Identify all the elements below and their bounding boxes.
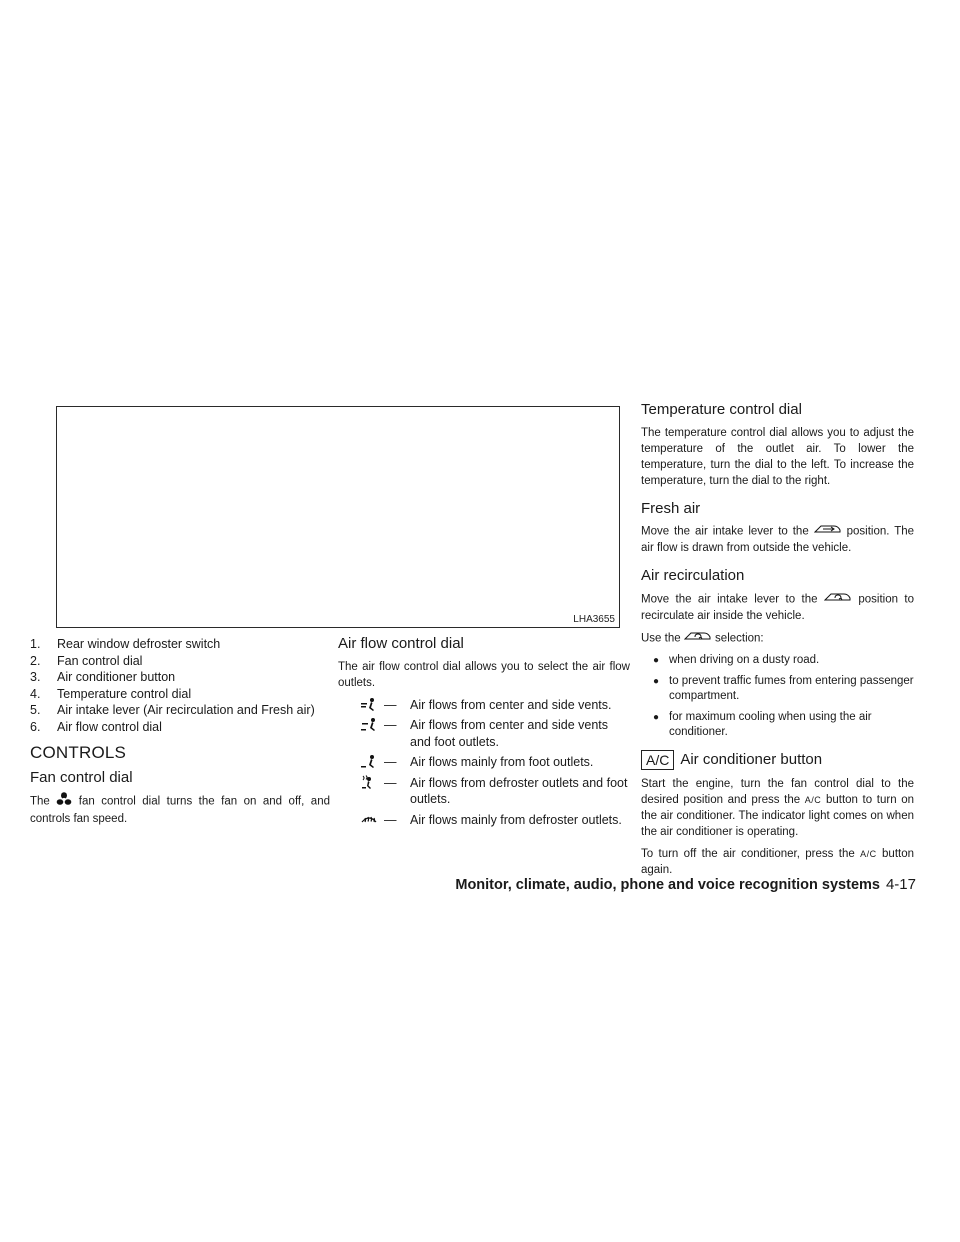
ac-button-icon: A/C xyxy=(641,750,674,771)
legend-item: 5. Air intake lever (Air recirculation and Fresh air) xyxy=(30,703,315,717)
defrost-foot-icon xyxy=(360,775,376,796)
recirculation-text: Move the air intake lever to the position to recirculate air inside the vehicle. xyxy=(641,591,914,624)
fan-dial-text: The fan control dial turns the fan on and off, and controls fan speed. xyxy=(30,792,330,827)
bi-level-vent-icon xyxy=(360,717,378,738)
ac-label-icon: A/C xyxy=(860,849,877,860)
column-middle xyxy=(338,636,630,832)
fresh-air-icon xyxy=(814,523,842,540)
fan-icon xyxy=(56,792,72,811)
recirculation-heading: Air recirculation xyxy=(641,567,745,584)
legend-item: 6. Air flow control dial xyxy=(30,719,162,734)
list-item: ● when driving on a dusty road. xyxy=(653,653,820,666)
controls-heading: CONTROLS xyxy=(30,743,127,762)
defrost-icon xyxy=(360,812,378,831)
fresh-air-heading: Fresh air xyxy=(641,499,701,517)
figure-frame xyxy=(56,406,620,628)
figure-legend xyxy=(30,636,330,735)
legend-item: 4. Temperature control dial xyxy=(30,686,192,701)
airflow-item: — Air flows mainly from defroster outlets. xyxy=(338,812,630,829)
page-footer xyxy=(455,876,916,893)
airflow-heading: Air flow control dial xyxy=(338,635,464,652)
figure-code: LHA3655 xyxy=(573,614,615,625)
airflow-intro: The air flow control dial allows you to select the air flow outlets. xyxy=(338,660,630,689)
column-right xyxy=(641,402,914,884)
recirculation-icon xyxy=(824,591,852,608)
airflow-item: — Air flows from center and side vents. xyxy=(338,697,630,714)
ac-text-2: To turn off the air conditioner, press the A/C button again. xyxy=(641,848,915,877)
temperature-heading: Temperature control dial xyxy=(641,401,802,418)
legend-item: 1. Rear window defroster switch xyxy=(30,637,221,651)
ac-heading: A/C Air conditioner button xyxy=(641,750,914,771)
fresh-air-text: Move the air intake lever to the position. The air flow is drawn from outside the vehicle. xyxy=(641,523,914,556)
recirculation-bullets xyxy=(641,653,914,740)
list-item: ● to prevent traffic fumes from entering passenger compartment. xyxy=(653,674,914,702)
column-left xyxy=(30,636,330,833)
airflow-item: — Air flows mainly from foot outlets. xyxy=(338,754,630,771)
airflow-item: — Air flows from defroster outlets and foot outlets. xyxy=(338,775,630,808)
fan-dial-heading: Fan control dial xyxy=(30,768,133,786)
list-item: ● for maximum cooling when using the air conditioner. xyxy=(653,710,872,738)
legend-item: 3. Air conditioner button xyxy=(30,670,176,684)
ac-text-1: Start the engine, turn the fan control dial to the desired position and press the A/C button to turn on the air conditioner. The indicator light comes on when the air conditioner is operating. xyxy=(641,778,915,839)
airflow-item: — Air flows from center and side vents and foot outlets. xyxy=(338,717,630,750)
ac-label-icon: A/C xyxy=(804,795,822,805)
page-number: 4-17 xyxy=(885,876,916,893)
footer-section-title: Monitor, climate, audio, phone and voice recognition systems xyxy=(455,877,880,893)
legend-item: 2. Fan control dial xyxy=(30,653,143,668)
recirculation-use-text: Use the selection: xyxy=(641,630,914,647)
foot-vent-icon xyxy=(360,754,376,775)
face-vent-icon xyxy=(360,697,376,718)
temperature-text: The temperature control dial allows you to adjust the temperature of the outlet air. To lower the temperature, turn the dial to the left. To increase the temperature, turn the dial to the right. xyxy=(641,426,914,487)
recirculation-icon xyxy=(684,630,712,647)
